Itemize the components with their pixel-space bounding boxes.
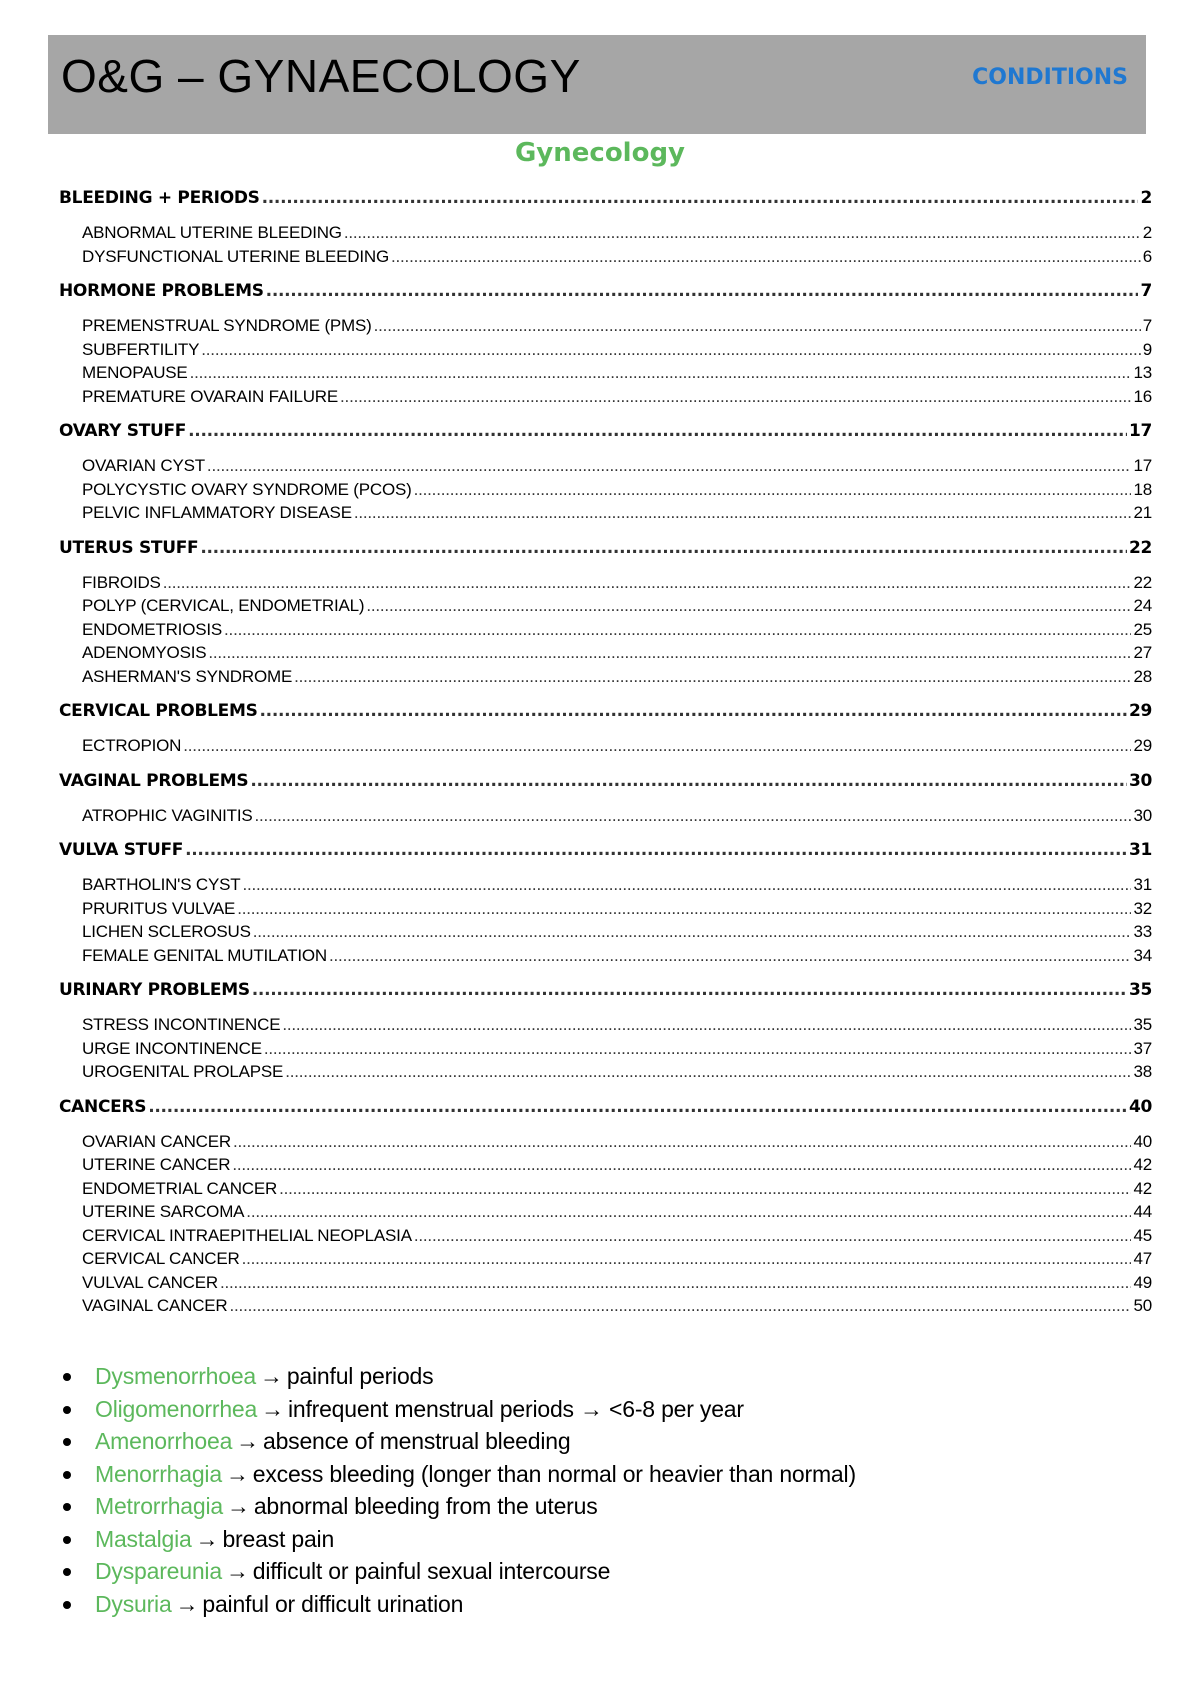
arrow-icon: → xyxy=(225,1460,249,1487)
arrow-icon: → xyxy=(260,1363,283,1389)
toc-leader-dots xyxy=(279,1177,1131,1201)
definition-term: Dysmenorrhoea xyxy=(95,1363,257,1389)
toc-entry[interactable] xyxy=(59,1013,1152,1037)
toc-entry-page: 34 xyxy=(1133,945,1152,965)
toc-section-title: BLEEDING + PERIODS xyxy=(59,188,260,208)
toc-entry-label: PELVIC INFLAMMATORY DISEASE xyxy=(82,503,352,522)
definition-item xyxy=(60,1490,1140,1523)
toc-entry-page: 47 xyxy=(1133,1249,1152,1268)
toc-entry-page: 50 xyxy=(1133,1296,1152,1315)
toc-entry[interactable] xyxy=(59,1200,1152,1224)
toc-entry[interactable] xyxy=(59,1247,1152,1271)
toc-leader-dots xyxy=(391,245,1141,269)
toc-entry-label: POLYP (CERVICAL, ENDOMETRIAL) xyxy=(82,596,365,615)
toc-section-title: CERVICAL PROBLEMS xyxy=(59,701,258,721)
toc-entry-label: VULVAL CANCER xyxy=(82,1272,218,1292)
toc-entry-page: 38 xyxy=(1133,1062,1152,1081)
toc-leader-dots xyxy=(260,699,1127,723)
bullet-icon xyxy=(63,1438,71,1446)
toc-section xyxy=(59,186,1152,279)
toc-entry-page: 6 xyxy=(1142,246,1152,266)
toc-entry-label: FIBROIDS xyxy=(82,572,161,592)
toc-entry[interactable] xyxy=(59,571,1152,595)
toc-leader-dots xyxy=(163,571,1132,595)
bullet-icon xyxy=(63,1406,71,1414)
toc-entry-label: PRURITUS VULVAE xyxy=(82,898,236,918)
toc-entry[interactable] xyxy=(59,641,1152,665)
toc-entry[interactable] xyxy=(59,1130,1152,1154)
toc-entry[interactable] xyxy=(59,314,1152,338)
toc-entry-page: 27 xyxy=(1133,643,1152,662)
toc-entry-page: 32 xyxy=(1133,898,1152,918)
definition-item xyxy=(60,1523,1140,1556)
definitions-list xyxy=(60,1360,1140,1620)
toc-section xyxy=(59,536,1152,700)
toc-entry[interactable] xyxy=(59,1037,1152,1061)
toc-section xyxy=(59,419,1152,536)
toc-entry[interactable] xyxy=(59,873,1152,897)
definition-term: Amenorrhoea xyxy=(95,1428,233,1454)
toc-section-heading[interactable] xyxy=(59,699,1152,723)
toc-entry-page: 25 xyxy=(1133,619,1152,639)
toc-section-title: CANCERS xyxy=(59,1096,147,1117)
toc-leader-dots xyxy=(262,186,1139,210)
definition-text: breast pain xyxy=(222,1525,335,1552)
toc-section xyxy=(59,1095,1152,1329)
toc-entry-page: 24 xyxy=(1133,596,1152,615)
bullet-icon xyxy=(63,1471,71,1479)
toc-section-page: 17 xyxy=(1128,421,1152,441)
toc-leader-dots xyxy=(220,1271,1132,1295)
toc-entry[interactable] xyxy=(59,1224,1152,1248)
toc-entry[interactable] xyxy=(59,734,1152,758)
arrow-icon: → xyxy=(261,1395,284,1422)
toc-leader-dots xyxy=(344,221,1141,245)
toc-leader-dots xyxy=(233,1130,1132,1154)
toc-entry-label: PREMENSTRUAL SYNDROME (PMS) xyxy=(82,316,372,335)
toc-entry[interactable] xyxy=(59,454,1152,478)
definition-term: Mastalgia xyxy=(95,1525,192,1552)
definition-text: painful or difficult urination xyxy=(202,1590,464,1617)
toc-item-list xyxy=(59,443,1152,536)
toc-entry-label: OVARIAN CYST xyxy=(82,456,205,475)
definition-text: absence of menstrual bleeding xyxy=(262,1428,571,1454)
toc-section-page: 31 xyxy=(1128,840,1152,860)
toc-entry-page: 49 xyxy=(1133,1272,1152,1292)
toc-section-heading[interactable] xyxy=(59,419,1152,443)
toc-entry-label: ECTROPION xyxy=(82,736,182,755)
toc-section-page: 2 xyxy=(1140,188,1152,208)
bullet-icon xyxy=(63,1373,71,1381)
toc-section-page: 30 xyxy=(1128,770,1152,791)
toc-entry-label: VAGINAL CANCER xyxy=(82,1296,228,1315)
toc-entry-page: 40 xyxy=(1133,1131,1152,1151)
toc-item-list xyxy=(59,1002,1152,1095)
toc-section-title: UTERUS STUFF xyxy=(59,537,199,558)
toc-item-list xyxy=(59,862,1152,978)
toc-section-title: VULVA STUFF xyxy=(59,840,184,860)
toc-leader-dots xyxy=(329,944,1131,968)
toc-entry-label: ENDOMETRIAL CANCER xyxy=(82,1178,278,1198)
toc-entry-page: 45 xyxy=(1133,1225,1152,1245)
toc-section-heading[interactable] xyxy=(59,1095,1152,1119)
page-subtitle: Gynecology xyxy=(514,138,686,168)
toc-entry[interactable] xyxy=(59,920,1152,944)
toc-entry-label: ABNORMAL UTERINE BLEEDING xyxy=(82,223,342,242)
toc-entry-label: FEMALE GENITAL MUTILATION xyxy=(82,945,327,965)
toc-leader-dots xyxy=(366,594,1131,618)
toc-leader-dots xyxy=(237,897,1131,921)
toc-entry[interactable] xyxy=(59,361,1152,385)
toc-leader-dots xyxy=(285,1060,1131,1084)
toc-entry-label: CERVICAL INTRAEPITHELIAL NEOPLASIA xyxy=(82,1225,412,1245)
definition-item xyxy=(60,1425,1140,1458)
toc-entry-page: 33 xyxy=(1133,922,1152,941)
definition-item xyxy=(60,1588,1140,1621)
toc-entry-label: ASHERMAN'S SYNDROME xyxy=(82,666,293,686)
toc-entry-label: CERVICAL CANCER xyxy=(82,1249,240,1268)
toc-entry-label: DYSFUNCTIONAL UTERINE BLEEDING xyxy=(82,246,389,266)
toc-section xyxy=(59,279,1152,419)
definition-item xyxy=(60,1360,1140,1393)
toc-entry-page: 7 xyxy=(1142,316,1152,335)
toc-section-page: 22 xyxy=(1128,537,1152,558)
toc-leader-dots xyxy=(183,734,1131,758)
toc-item-list xyxy=(59,723,1152,769)
toc-entry-page: 44 xyxy=(1133,1202,1152,1221)
toc-item-list xyxy=(59,303,1152,419)
definition-text: painful periods xyxy=(286,1363,434,1389)
toc-entry-label: PREMATURE OVARAIN FAILURE xyxy=(82,386,339,406)
toc-entry-label: BARTHOLIN'S CYST xyxy=(82,875,241,894)
toc-leader-dots xyxy=(230,1294,1132,1318)
toc-section-heading[interactable] xyxy=(59,536,1152,560)
toc-section-title: HORMONE PROBLEMS xyxy=(59,281,264,301)
toc-entry-label: ENDOMETRIOSIS xyxy=(82,619,223,639)
toc-entry[interactable] xyxy=(59,1060,1152,1084)
definition-term: Metrorrhagia xyxy=(95,1493,223,1519)
arrow-icon: → xyxy=(225,1558,249,1584)
bullet-icon xyxy=(63,1601,71,1609)
toc-section-page: 40 xyxy=(1128,1096,1152,1117)
toc-entry-label: UROGENITAL PROLAPSE xyxy=(82,1062,284,1081)
definition-text: excess bleeding (longer than normal or heavier than normal) xyxy=(252,1460,856,1487)
toc-entry[interactable] xyxy=(59,944,1152,968)
arrow-icon: → xyxy=(227,1493,250,1519)
definition-text: abnormal bleeding from the uterus xyxy=(253,1493,598,1519)
definition-text: infrequent menstrual periods → <6-8 per year xyxy=(287,1395,744,1422)
toc-item-list xyxy=(59,560,1152,700)
toc-entry[interactable] xyxy=(59,618,1152,642)
toc-entry-page: 22 xyxy=(1133,572,1152,592)
toc-entry-label: STRESS INCONTINENCE xyxy=(82,1015,281,1034)
toc-entry[interactable] xyxy=(59,594,1152,618)
toc-item-list xyxy=(59,210,1152,279)
bullet-icon xyxy=(63,1503,71,1511)
toc-entry-label: SUBFERTILITY xyxy=(82,339,200,359)
toc-entry[interactable] xyxy=(59,338,1152,362)
toc-entry-page: 2 xyxy=(1142,223,1152,242)
toc-entry[interactable] xyxy=(59,665,1152,689)
toc-section-heading[interactable] xyxy=(59,769,1152,793)
toc-leader-dots xyxy=(340,385,1131,409)
toc-entry-page: 37 xyxy=(1133,1038,1152,1058)
definition-term: Dysuria xyxy=(95,1590,172,1617)
toc-entry-page: 17 xyxy=(1133,456,1152,475)
toc-entry-page: 28 xyxy=(1133,666,1152,686)
toc-section-heading[interactable] xyxy=(59,838,1152,862)
definition-term: Oligomenorrhea xyxy=(95,1395,258,1422)
toc-entry[interactable] xyxy=(59,1153,1152,1177)
definition-item xyxy=(60,1555,1140,1588)
toc-leader-dots xyxy=(242,1247,1132,1271)
toc-leader-dots xyxy=(207,454,1132,478)
toc-entry[interactable] xyxy=(59,501,1152,525)
toc-section xyxy=(59,978,1152,1095)
toc-leader-dots xyxy=(250,769,1127,793)
toc-section-heading[interactable] xyxy=(59,279,1152,303)
toc-entry-page: 9 xyxy=(1142,339,1152,359)
toc-section-heading[interactable] xyxy=(59,186,1152,210)
toc-entry[interactable] xyxy=(59,385,1152,409)
toc-entry-page: 29 xyxy=(1133,736,1152,755)
document-title: O&G – GYNAECOLOGY xyxy=(61,50,581,102)
toc-leader-dots xyxy=(255,804,1132,828)
definition-item xyxy=(60,1458,1140,1491)
toc-entry[interactable] xyxy=(59,1271,1152,1295)
toc-item-list xyxy=(59,1119,1152,1329)
toc-leader-dots xyxy=(246,1200,1131,1224)
toc-section xyxy=(59,838,1152,978)
toc-entry-page: 31 xyxy=(1133,875,1152,894)
toc-leader-dots xyxy=(185,838,1127,862)
toc-entry-label: OVARIAN CANCER xyxy=(82,1131,231,1151)
definition-item xyxy=(60,1393,1140,1426)
toc-entry[interactable] xyxy=(59,221,1152,245)
toc-item-list xyxy=(59,793,1152,839)
toc-entry[interactable] xyxy=(59,804,1152,828)
toc-entry[interactable] xyxy=(59,478,1152,502)
toc-leader-dots xyxy=(208,641,1131,665)
toc-entry-label: MENOPAUSE xyxy=(82,363,188,382)
toc-section-page: 35 xyxy=(1128,980,1152,1000)
table-of-contents xyxy=(59,186,1152,1329)
toc-leader-dots xyxy=(354,501,1132,525)
toc-entry-page: 30 xyxy=(1133,805,1152,825)
toc-entry-page: 16 xyxy=(1133,386,1152,406)
arrow-icon: → xyxy=(175,1590,199,1617)
toc-leader-dots xyxy=(264,1037,1132,1061)
toc-entry-page: 42 xyxy=(1133,1155,1152,1174)
category-tag: CONDITIONS xyxy=(972,65,1128,90)
toc-leader-dots xyxy=(253,920,1132,944)
toc-section-page: 29 xyxy=(1128,701,1152,721)
bullet-icon xyxy=(63,1536,71,1544)
toc-entry[interactable] xyxy=(59,245,1152,269)
toc-entry-label: POLYCYSTIC OVARY SYNDROME (PCOS) xyxy=(82,479,412,499)
toc-leader-dots xyxy=(374,314,1141,338)
arrow-icon: → xyxy=(236,1428,259,1454)
toc-entry-page: 35 xyxy=(1133,1015,1152,1034)
toc-leader-dots xyxy=(224,618,1131,642)
toc-leader-dots xyxy=(232,1153,1131,1177)
toc-section xyxy=(59,699,1152,769)
toc-leader-dots xyxy=(200,536,1127,560)
toc-section-page: 7 xyxy=(1140,281,1152,301)
bullet-icon xyxy=(63,1568,71,1576)
toc-entry[interactable] xyxy=(59,897,1152,921)
toc-leader-dots xyxy=(242,873,1131,897)
toc-leader-dots xyxy=(201,338,1140,362)
toc-section-title: OVARY STUFF xyxy=(59,421,187,441)
toc-entry-label: ADENOMYOSIS xyxy=(82,643,207,662)
toc-entry-label: UTERINE CANCER xyxy=(82,1155,231,1174)
definition-term: Menorrhagia xyxy=(95,1460,222,1487)
toc-leader-dots xyxy=(148,1095,1127,1119)
arrow-icon: → xyxy=(195,1525,219,1552)
toc-entry-label: UTERINE SARCOMA xyxy=(82,1202,245,1221)
toc-section xyxy=(59,769,1152,839)
definition-text: difficult or painful sexual intercourse xyxy=(252,1558,611,1584)
toc-leader-dots xyxy=(188,419,1127,443)
toc-section-title: URINARY PROBLEMS xyxy=(59,980,250,1000)
toc-leader-dots xyxy=(282,1013,1131,1037)
toc-entry-page: 21 xyxy=(1133,503,1152,522)
toc-section-heading[interactable] xyxy=(59,978,1152,1002)
toc-leader-dots xyxy=(190,361,1132,385)
definition-term: Dyspareunia xyxy=(95,1558,222,1584)
toc-entry-label: LICHEN SCLEROSUS xyxy=(82,922,251,941)
toc-leader-dots xyxy=(266,279,1139,303)
toc-entry-label: URGE INCONTINENCE xyxy=(82,1038,262,1058)
header-banner xyxy=(48,35,1146,134)
toc-section-title: VAGINAL PROBLEMS xyxy=(59,770,249,791)
toc-entry[interactable] xyxy=(59,1294,1152,1318)
toc-leader-dots xyxy=(414,1224,1132,1248)
toc-leader-dots xyxy=(414,478,1132,502)
toc-leader-dots xyxy=(294,665,1131,689)
toc-entry-label: ATROPHIC VAGINITIS xyxy=(82,805,253,825)
toc-entry-page: 13 xyxy=(1133,363,1152,382)
toc-entry-page: 42 xyxy=(1133,1178,1152,1198)
toc-entry-page: 18 xyxy=(1133,479,1152,499)
toc-entry[interactable] xyxy=(59,1177,1152,1201)
toc-leader-dots xyxy=(252,978,1127,1002)
